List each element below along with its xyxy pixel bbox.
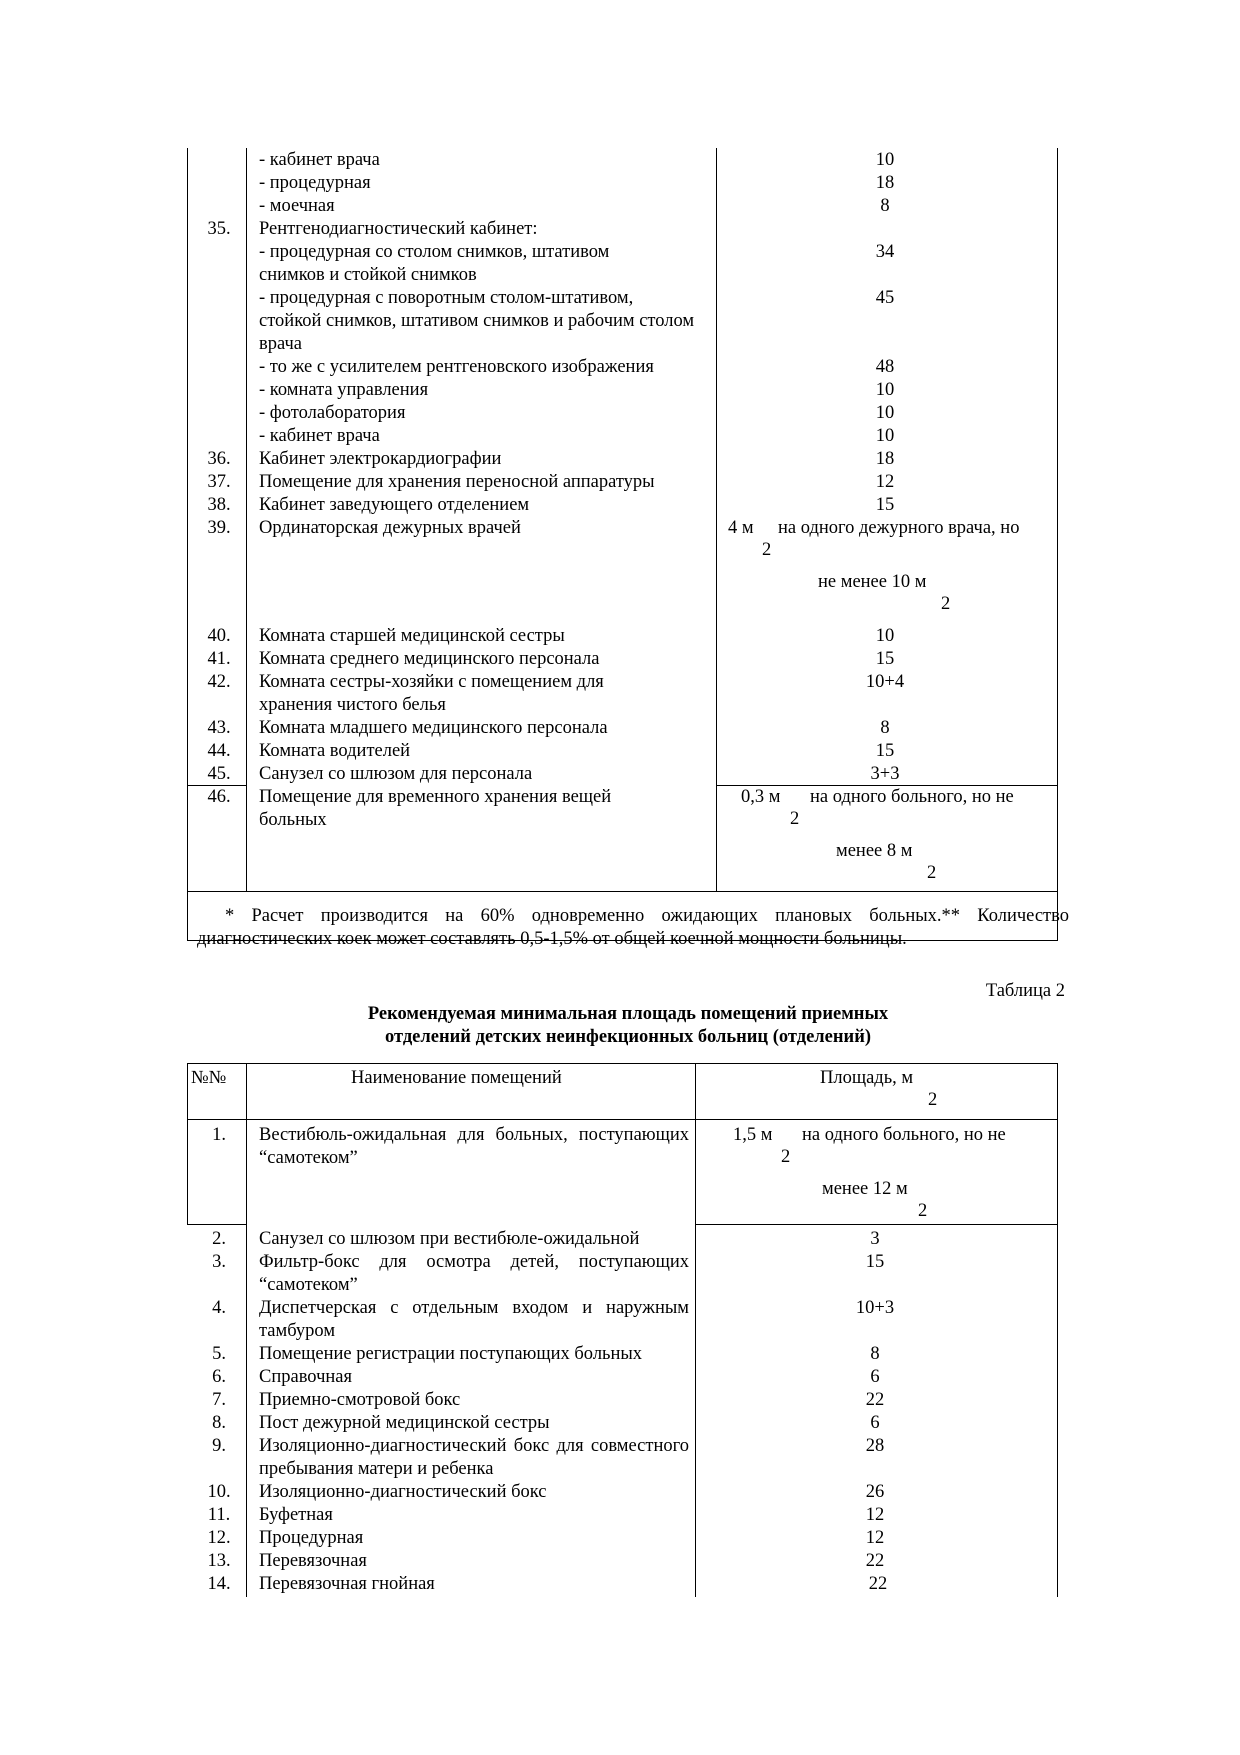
room-area: 26 <box>865 1482 885 1502</box>
table1-footnote: * Расчет производится на 60% одновременно ожидающих плановых больных.** Количество диагностических коек может составлять 0,5-1,5% от общей коечной мощности больницы. <box>197 906 1069 949</box>
room-name: Кабинет заведующего отделением <box>259 495 530 515</box>
row-number: 1. <box>212 1125 226 1145</box>
room-area: 22 <box>865 1551 885 1571</box>
room-area: 22 <box>865 1390 885 1410</box>
row-number: 5. <box>212 1344 226 1364</box>
room-area: 6 <box>870 1367 880 1387</box>
room-area: 15 <box>875 741 895 761</box>
room-area: 10 <box>875 150 895 170</box>
table2-row-line <box>187 1224 246 1225</box>
table2-right-border <box>1057 1063 1058 1597</box>
room-name: Диспетчерская с отдельным входом и наружным тамбуром <box>259 1298 689 1341</box>
room-name: - комната управления <box>259 380 429 400</box>
room-area: 34 <box>875 242 895 262</box>
room-name: Изоляционно-диагностический бокс для совместного пребывания матери и ребенка <box>259 1436 689 1479</box>
room-name: Изоляционно-диагностический бокс <box>259 1482 547 1502</box>
row-number: 2. <box>212 1229 226 1249</box>
room-area: 48 <box>875 357 895 377</box>
table-title-line: Рекомендуемая минимальная площадь помещений приемных <box>367 1004 889 1024</box>
room-name: Процедурная <box>259 1528 364 1548</box>
row-number: 44. <box>207 741 231 761</box>
room-name: - процедурная с поворотным столом-штативом, стойкой снимков, штативом снимков и рабочим столом врача <box>259 288 695 354</box>
room-name: Рентгенодиагностический кабинет: <box>259 219 538 239</box>
table-title <box>250 1003 1006 1049</box>
room-name: Ординаторская дежурных врачей <box>259 518 521 538</box>
room-name: - кабинет врача <box>259 426 380 446</box>
room-name: Перевязочная гнойная <box>259 1574 435 1594</box>
room-name: - фотолаборатория <box>259 403 406 423</box>
row-number: 37. <box>207 472 231 492</box>
room-name: Санузел со шлюзом при вестибюле-ожидальной <box>259 1229 640 1249</box>
room-name: Буфетная <box>259 1505 333 1525</box>
row-number: 13. <box>207 1551 231 1571</box>
room-area: 8 <box>870 1344 880 1364</box>
row-number: 3. <box>212 1252 226 1272</box>
row-number: 42. <box>207 672 231 692</box>
row-number: 6. <box>212 1367 226 1387</box>
table-title-line: отделений детских неинфекционных больниц (отделений) <box>384 1027 872 1047</box>
table1-footnote-top-line <box>187 891 1058 892</box>
room-area: 10 <box>875 380 895 400</box>
room-name: Фильтр-бокс для осмотра детей, поступающих “самотеком” <box>259 1252 689 1295</box>
row-number: 10. <box>207 1482 231 1502</box>
table1-right-border <box>1057 148 1058 940</box>
column-header-area: Площадь, м <box>820 1068 914 1088</box>
column-header-name: Наименование помещений <box>351 1068 562 1088</box>
room-name: - то же с усилителем рентгеновского изображения <box>259 357 654 377</box>
row-number: 41. <box>207 649 231 669</box>
room-area: 8 <box>880 718 890 738</box>
room-area: 10+4 <box>865 672 905 692</box>
room-name: Пост дежурной медицинской сестры <box>259 1413 550 1433</box>
row-number: 11. <box>207 1505 231 1525</box>
room-name: Помещение для хранения переносной аппаратуры <box>259 472 655 492</box>
table1-left-border <box>187 148 188 940</box>
room-area: 15 <box>865 1252 885 1272</box>
room-area: 28 <box>865 1436 885 1456</box>
room-name: Комната сестры-хозяйки с помещением для хранения чистого белья <box>259 672 604 715</box>
room-name: - моечная <box>259 196 335 216</box>
room-name: - процедурная <box>259 173 371 193</box>
room-name: Помещение для временного хранения вещей больных <box>259 787 612 830</box>
room-area: 3 <box>870 1229 880 1249</box>
room-name: Комната старшей медицинской сестры <box>259 626 565 646</box>
table1-col-divider-2 <box>716 148 717 892</box>
room-area: 8 <box>880 196 890 216</box>
table2-header-line <box>187 1119 1058 1120</box>
room-area: 10 <box>875 403 895 423</box>
column-header-number: №№ <box>191 1068 227 1088</box>
row-number: 38. <box>207 495 231 515</box>
row-number: 45. <box>207 764 231 784</box>
row-number: 4. <box>212 1298 226 1318</box>
room-name: Комната среднего медицинского персонала <box>259 649 600 669</box>
room-area: 10 <box>875 426 895 446</box>
row-number: 7. <box>212 1390 226 1410</box>
room-name: Приемно-смотровой бокс <box>259 1390 461 1410</box>
row-number: 40. <box>207 626 231 646</box>
room-area: 22 <box>868 1574 888 1594</box>
row-number: 14. <box>207 1574 231 1594</box>
room-name: Комната водителей <box>259 741 411 761</box>
room-area: 15 <box>875 649 895 669</box>
row-number: 12. <box>207 1528 231 1548</box>
column-header-area-exponent: 2 <box>928 1090 938 1110</box>
row-number: 43. <box>207 718 231 738</box>
room-area: 12 <box>875 472 895 492</box>
room-area: 12 <box>865 1528 885 1548</box>
room-name: Санузел со шлюзом для персонала <box>259 764 533 784</box>
row-number: 46. <box>207 787 231 807</box>
room-area: 18 <box>875 449 895 469</box>
room-name: Кабинет электрокардиографии <box>259 449 502 469</box>
room-name: Вестибюль-ожидальная для больных, поступающих “самотеком” <box>259 1125 689 1168</box>
room-area: 15 <box>875 495 895 515</box>
room-area: 6 <box>870 1413 880 1433</box>
room-name: Справочная <box>259 1367 353 1387</box>
table-label: Таблица 2 <box>985 981 1065 1001</box>
room-area: 10 <box>875 626 895 646</box>
row-number: 8. <box>212 1413 226 1433</box>
room-area: 10+3 <box>855 1298 895 1318</box>
room-name: - процедурная со столом снимков, штативом снимков и стойкой снимков <box>259 242 610 285</box>
room-name: Комната младшего медицинского персонала <box>259 718 608 738</box>
table2-top-line <box>187 1063 1058 1064</box>
row-number: 9. <box>212 1436 226 1456</box>
room-area: 45 <box>875 288 895 308</box>
room-area: 12 <box>865 1505 885 1525</box>
room-name: - кабинет врача <box>259 150 380 170</box>
table2-row-line-right <box>695 1224 1058 1225</box>
room-area: 3+3 <box>870 764 900 784</box>
row-number: 36. <box>207 449 231 469</box>
row-number: 39. <box>207 518 231 538</box>
row-number: 35. <box>207 219 231 239</box>
room-name: Помещение регистрации поступающих больных <box>259 1344 643 1364</box>
room-name: Перевязочная <box>259 1551 367 1571</box>
room-area: 18 <box>875 173 895 193</box>
